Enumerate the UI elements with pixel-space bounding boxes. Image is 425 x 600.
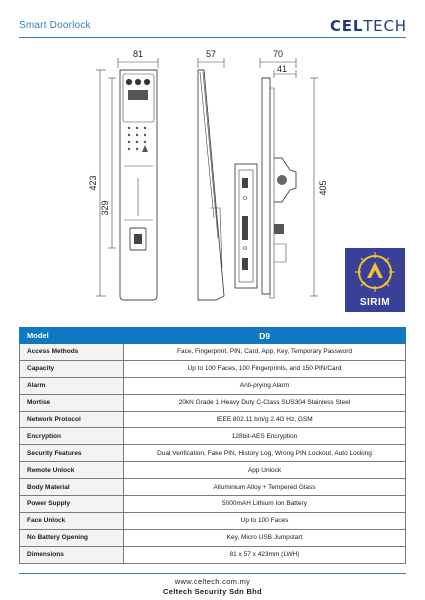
- spec-label: Alarm: [20, 377, 124, 394]
- spec-value: Alluminium Alloy + Tempered Glass: [124, 479, 406, 496]
- sirim-label: SIRIM: [359, 297, 391, 308]
- table-row: [20, 411, 406, 428]
- back-view: [235, 58, 318, 298]
- spec-value: 20kN Grade 1 Heavy Duty C-Class SUS304 Stainless Steel: [124, 394, 406, 411]
- front-view: [96, 58, 158, 300]
- spec-value: IEEE 802.11 b/n/g 2.4G Hz, GSM: [124, 411, 406, 428]
- table-row: [20, 546, 406, 563]
- page-header: [0, 0, 425, 46]
- sirim-emblem-icon: [345, 248, 405, 298]
- spec-value: Dual Verification, Fake PIN, History Log, Wrong PIN Lockout, Auto Locking: [124, 445, 406, 462]
- spec-header-label: Model: [20, 328, 124, 344]
- table-row: [20, 445, 406, 462]
- spec-label: Face Unlock: [20, 512, 124, 529]
- header-divider: [19, 37, 406, 38]
- table-row: [20, 479, 406, 496]
- brand-logo-part2: TECH: [363, 17, 407, 35]
- back-depth-label: 70: [272, 49, 284, 59]
- table-row: [20, 360, 406, 377]
- footer-company-name: Celtech Security Sdn Bhd: [163, 587, 262, 596]
- spec-label: Body Material: [20, 479, 124, 496]
- footer-website-link[interactable]: www.celtech.com.my: [174, 577, 251, 586]
- spec-label: Access Methods: [20, 344, 124, 361]
- spec-label: Encryption: [20, 428, 124, 445]
- table-row: [20, 344, 406, 361]
- front-height-label: 423: [88, 175, 98, 191]
- spec-label: Capacity: [20, 360, 124, 377]
- spec-value: 128bit-AES Encryption: [124, 428, 406, 445]
- spec-label: No Battery Opening: [20, 529, 124, 546]
- brand-logo: [330, 17, 407, 35]
- footer-divider: [19, 573, 406, 574]
- spec-value: Key, Micro USB Jumpstart: [124, 529, 406, 546]
- spec-table: [19, 327, 406, 564]
- back-inner-depth-label: 41: [276, 64, 288, 74]
- spec-label: Dimensions: [20, 546, 124, 563]
- table-row: [20, 462, 406, 479]
- spec-label: Mortise: [20, 394, 124, 411]
- table-row: [20, 496, 406, 513]
- spec-header-model: D9: [124, 328, 406, 344]
- side-depth-label: 57: [205, 49, 217, 59]
- spec-label: Power Supply: [20, 496, 124, 513]
- spec-value: Face, Fingerprint, PIN, Card, App, Key, Temporary Password: [124, 344, 406, 361]
- back-height-label: 405: [318, 180, 328, 196]
- table-row: [20, 394, 406, 411]
- spec-value: App Unlock: [124, 462, 406, 479]
- spec-value: Up to 100 Faces: [124, 512, 406, 529]
- table-row: [20, 428, 406, 445]
- spec-table-header: [20, 328, 406, 344]
- side-view: [198, 58, 224, 300]
- spec-value: Up to 100 Faces, 100 Fingerprints, and 150 PIN/Card: [124, 360, 406, 377]
- brand-logo-part1: CEL: [330, 17, 364, 35]
- spec-label: Remote Unlock: [20, 462, 124, 479]
- front-width-label: 81: [132, 49, 144, 59]
- spec-label: Security Features: [20, 445, 124, 462]
- spec-value: 5000mAH Lithium Ion Battery: [124, 496, 406, 513]
- spec-value: Anti-prying Alarm: [124, 377, 406, 394]
- table-row: [20, 377, 406, 394]
- front-inner-height-label: 329: [100, 200, 110, 216]
- dimension-drawing: [60, 48, 350, 318]
- spec-value: 81 x 57 x 423mm (LWH): [124, 546, 406, 563]
- table-row: [20, 529, 406, 546]
- page-title: Smart Doorlock: [19, 20, 91, 31]
- table-row: [20, 512, 406, 529]
- sirim-certification-badge: [345, 248, 405, 312]
- spec-label: Network Protocol: [20, 411, 124, 428]
